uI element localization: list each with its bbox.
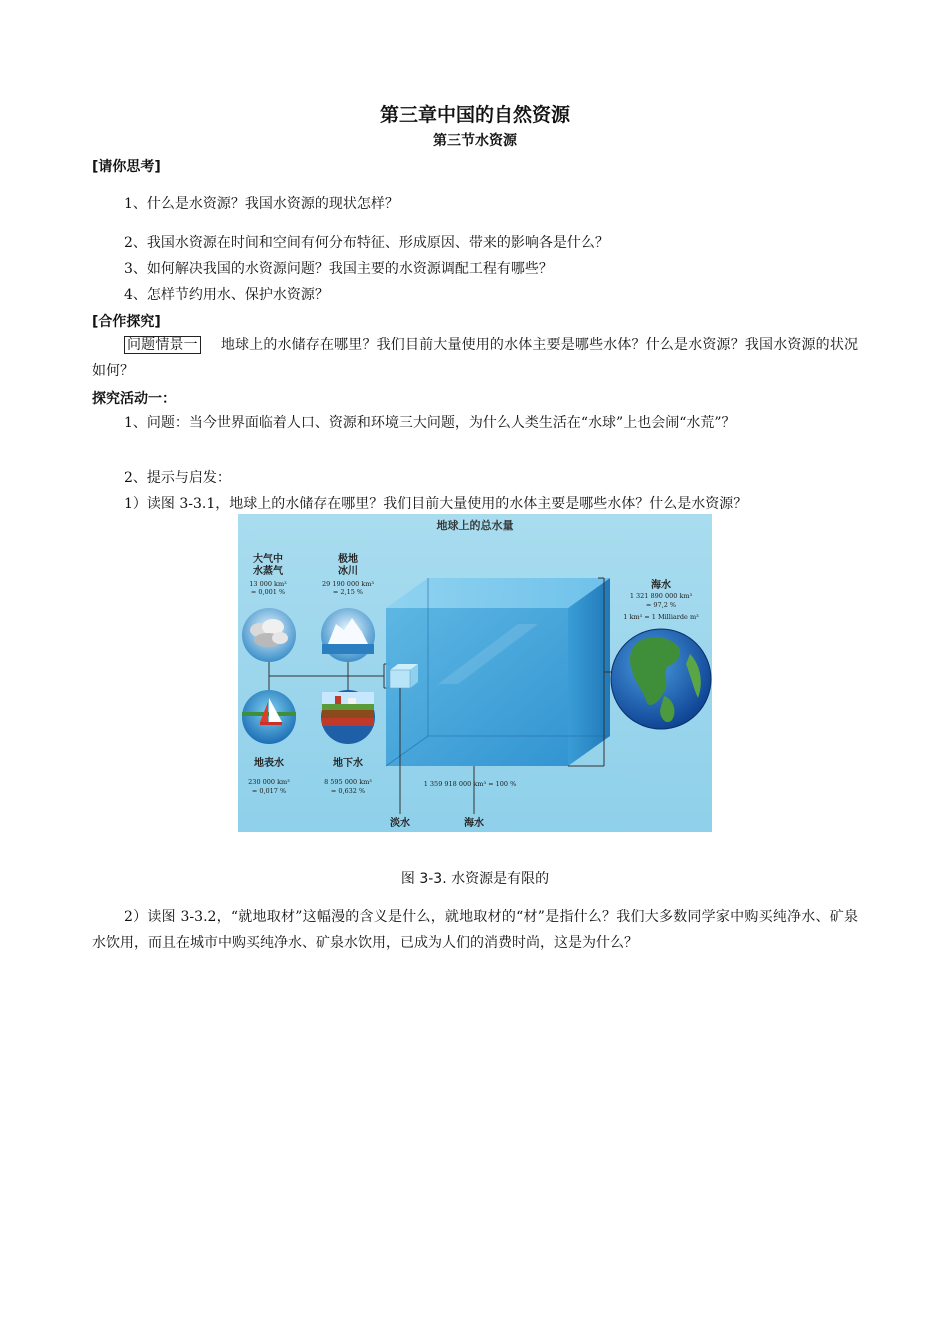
ground-percent: = 0,632 % <box>330 787 366 795</box>
groundwater-icon <box>321 690 375 744</box>
sea-label: 海水 <box>651 580 671 591</box>
activity-heading: 探究活动一： <box>92 391 176 407</box>
chapter-title: 第三章中国的自然资源 <box>379 104 570 126</box>
surface-label: 地表水 <box>254 758 284 769</box>
cloud-icon <box>242 608 296 662</box>
freshwater-cube <box>390 664 418 688</box>
explore-heading: [合作探究] <box>92 314 161 330</box>
scenario-tag: 问题情景一 <box>124 336 201 354</box>
ice-volume: 29 190 000 km³ <box>322 580 374 588</box>
question-2: 2、我国水资源在时间和空间有何分布特征、形成原因、带来的影响各是什么？ <box>124 235 609 251</box>
figure-title: 地球上的总水量 <box>436 519 514 532</box>
water-volume-figure <box>238 514 712 832</box>
sailboat-icon <box>242 690 296 744</box>
figure-caption: 图 3-3. 水资源是有限的 <box>400 871 550 887</box>
freshwater-label: 淡水 <box>390 818 410 829</box>
read-figure-2: 2）读图 3-3.2，“就地取材”这幅漫的含义是什么，就地取材的“材”是指什么？我们大多数同学家中购买纯净水、矿泉水饮用，而且在城市中购买纯净水、矿泉水饮用，已成为人们的消费时尚，这是为什么？ <box>92 909 858 951</box>
sea-percent: = 97,2 % <box>645 601 677 609</box>
surface-volume: 230 000 km³ <box>248 778 290 786</box>
atmo-label-1: 大气中 <box>253 554 283 565</box>
ice-label-2: 冰川 <box>338 566 358 577</box>
surface-percent: = 0,017 % <box>251 787 287 795</box>
ice-percent: = 2,15 % <box>332 588 364 596</box>
water-cube <box>386 578 610 766</box>
section-title: 第三节水资源 <box>433 133 517 149</box>
unit-note: 1 km³ = 1 Milliarde m³ <box>623 613 699 621</box>
atmo-label-2: 水蒸气 <box>253 566 283 577</box>
scenario-paragraph <box>92 332 858 384</box>
atmo-percent: = 0,001 % <box>250 588 286 596</box>
ice-label-1: 极地 <box>338 554 358 565</box>
scenario-text: 地球上的水储存在哪里？我们目前大量使用的水体主要是哪些水体？什么是水资源？我国水资源的状况如何？ <box>92 337 859 379</box>
ground-label: 地下水 <box>333 758 363 769</box>
ground-volume: 8 595 000 km³ <box>324 778 372 786</box>
question-1: 1、什么是水资源？我国水资源的现状怎样？ <box>124 196 399 212</box>
total-volume: 1 359 918 000 km³ = 100 % <box>423 780 517 788</box>
sea-volume: 1 321 890 000 km³ <box>629 592 693 600</box>
question-3: 3、如何解决我国的水资源问题？我国主要的水资源调配工程有哪些？ <box>124 261 553 277</box>
think-heading: [请你思考] <box>92 159 161 175</box>
hint-line: 2、提示与启发： <box>124 470 231 486</box>
read-figure-1: 1）读图 3-3.1，地球上的水储存在哪里？我们目前大量使用的水体主要是哪些水体？什么是水资源？ <box>124 496 748 512</box>
question-4: 4、怎样节约用水、保护水资源？ <box>124 287 329 303</box>
iceberg-icon <box>321 608 375 662</box>
earth-globe-icon <box>611 629 711 729</box>
atmo-volume: 13 000 km³ <box>249 580 287 588</box>
seawater-bottom-label: 海水 <box>464 818 484 829</box>
problem-paragraph: 1、问题：当今世界面临着人口、资源和环境三大问题，为什么人类生活在“水球”上也会闹“水荒”？ <box>124 415 736 431</box>
